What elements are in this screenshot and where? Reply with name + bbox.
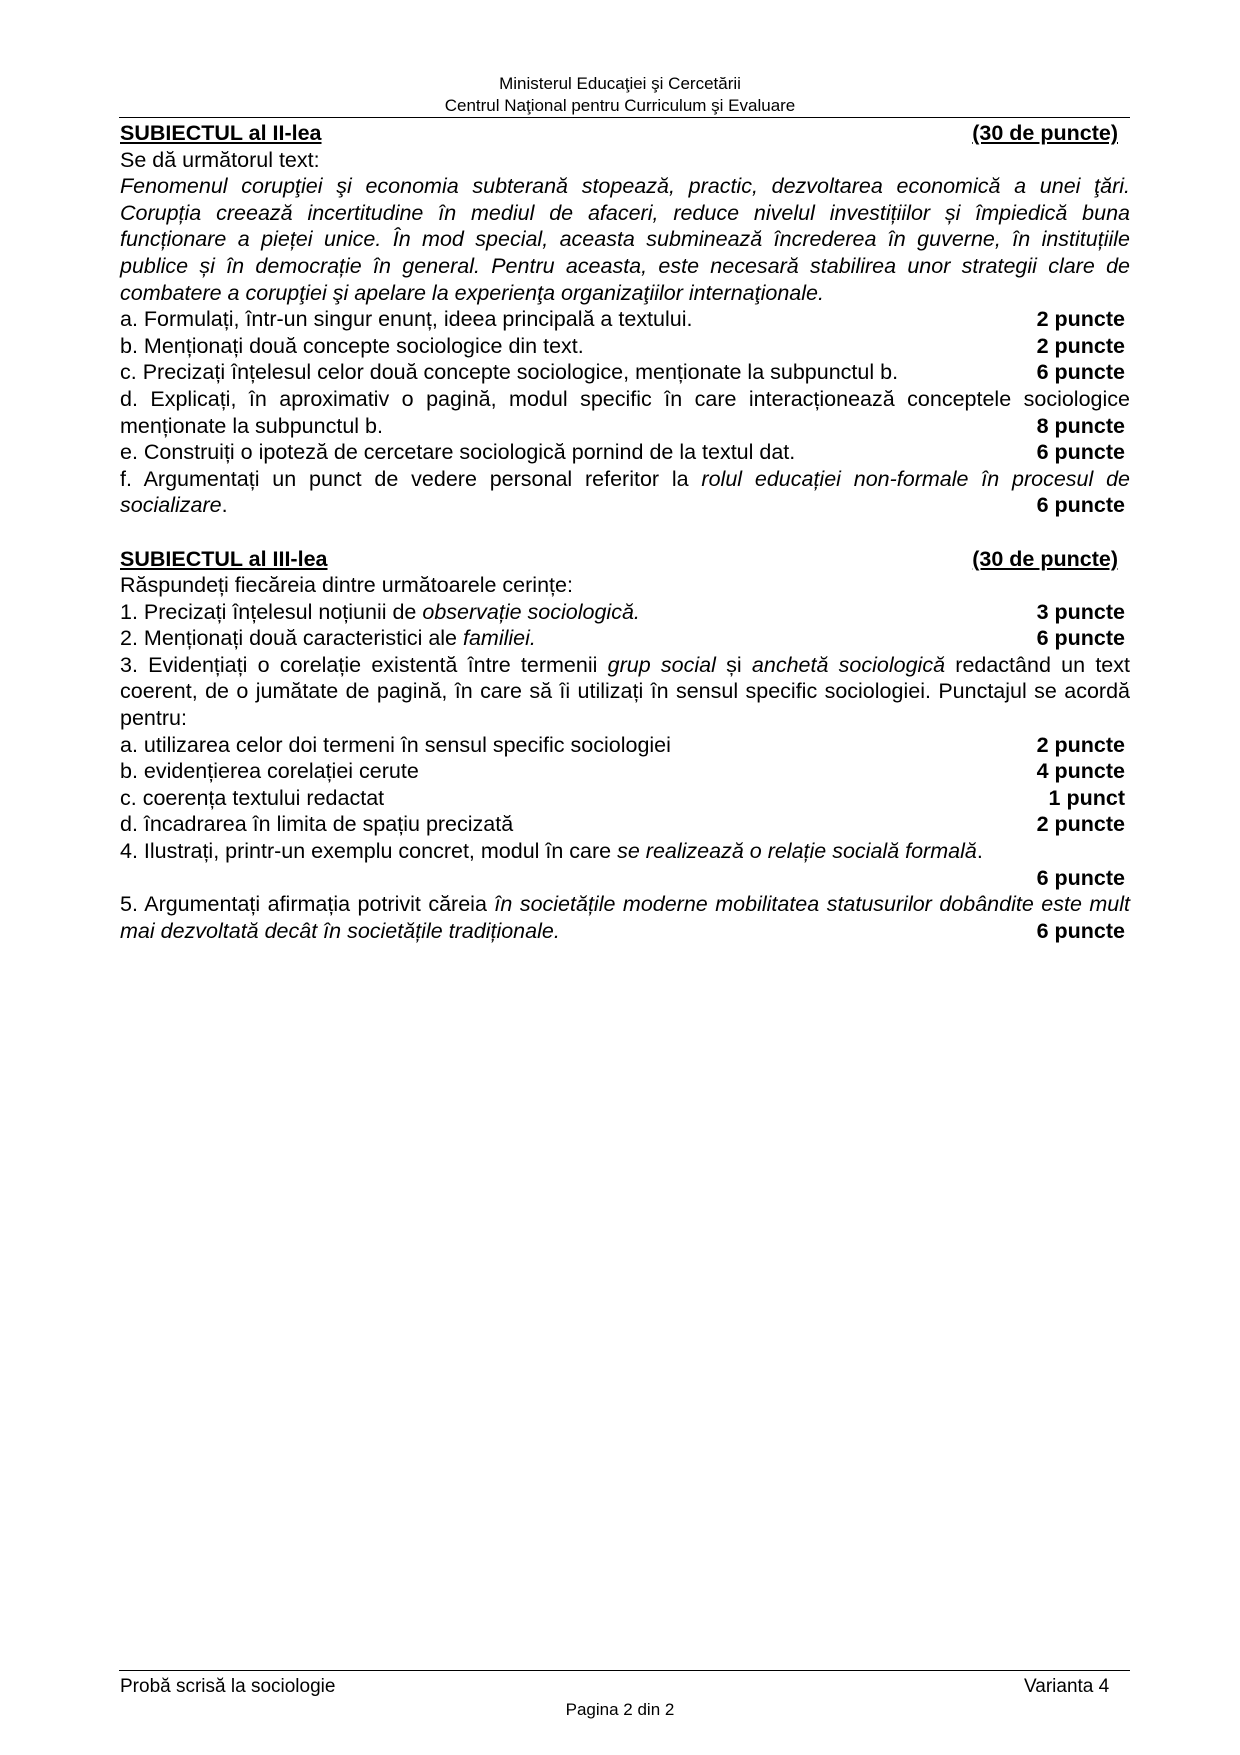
item-2e-points: 6 puncte bbox=[1036, 440, 1125, 465]
item-3-3c-text: c. coerența textului redactat bbox=[120, 785, 385, 810]
item-2a-points: 2 puncte bbox=[1036, 307, 1125, 332]
item-3-3d-points: 2 puncte bbox=[1036, 812, 1125, 837]
footer-divider bbox=[119, 1670, 1130, 1671]
item-3-2-pre: 2. Menționați două caracteristici ale bbox=[120, 626, 463, 651]
subject-3-title: SUBIECTUL al III-lea bbox=[120, 546, 328, 571]
item-3-1-pre: 1. Precizați înțelesul noțiunii de bbox=[120, 599, 423, 624]
subject-2-heading bbox=[120, 120, 1130, 147]
item-3-3a-text: a. utilizarea celor doi termeni în sensul specific sociologiei bbox=[120, 732, 671, 757]
item-2c bbox=[120, 359, 1130, 386]
item-2d bbox=[120, 413, 1130, 440]
item-3-5-pre: 5. Argumentați afirmația potrivit căreia bbox=[120, 892, 495, 917]
item-3-4-pre: 4. Ilustrați, printr-un exemplu concret, modul în care bbox=[120, 839, 618, 864]
item-3-3-post: redactând un text coerent, de o jumătate de pagină, în care să îi utilizați în sensul specific sociologiei. Punctajul se acordă pentru: bbox=[120, 652, 1130, 731]
footer-page-number: Pagina 2 din 2 bbox=[565, 1700, 675, 1719]
item-3-3b bbox=[120, 758, 1130, 785]
footer-variant: Varianta 4 bbox=[1024, 1676, 1110, 1697]
item-2b-points: 2 puncte bbox=[1036, 333, 1125, 358]
header-center: Centrul Naţional pentru Curriculum şi Evaluare bbox=[444, 96, 796, 115]
item-3-3b-text: b. evidențierea corelației cerute bbox=[120, 759, 419, 784]
item-3-3c-points: 1 punct bbox=[1048, 785, 1125, 810]
item-2f-italic: rolul educației non-formale în procesul de socializare bbox=[120, 466, 1130, 518]
subject-2-text: Fenomenul corupţiei şi economia subterană stopează, practic, dezvoltarea economică a unei ţări. Corupția creează incertitudine în mediul de afaceri, reduce nivelul investițiilor și împiedică buna funcționare a pieței unice. În mod special, aceasta subminează încrederea în guverne, în instituțiile publice și în democrație în general. Pentru aceasta, este necesară stabilirea unor strategii clare de combatere a corupţiei şi apelare la experienţa organizaţiilor internaţionale. bbox=[120, 174, 1130, 305]
item-3-3a bbox=[120, 732, 1130, 759]
subject-2-title: SUBIECTUL al II-lea bbox=[120, 121, 322, 145]
item-3-3d-text: d. încadrarea în limita de spațiu precizată bbox=[120, 812, 514, 837]
item-3-3-pre: 3. Evidențiați o corelație existentă între termenii bbox=[120, 652, 608, 677]
item-3-2 bbox=[120, 625, 1130, 652]
item-3-5-points: 6 puncte bbox=[1036, 918, 1125, 943]
item-3-1-text bbox=[120, 599, 640, 626]
item-3-3-term2: anchetă sociologică bbox=[751, 652, 946, 677]
item-2e-text: e. Construiți o ipoteză de cercetare sociologică pornind de la textul dat. bbox=[120, 440, 796, 465]
item-2f-points: 6 puncte bbox=[1036, 493, 1125, 518]
item-3-1-points: 3 puncte bbox=[1036, 599, 1125, 624]
item-2f-post: . bbox=[221, 493, 228, 518]
item-2d-line2: menționate la subpunctul b. bbox=[120, 413, 383, 438]
item-3-3-mid: și bbox=[715, 652, 752, 677]
item-3-3-term1: grup social bbox=[607, 652, 716, 677]
item-3-3b-points: 4 puncte bbox=[1036, 759, 1125, 784]
subject-3-points: (30 de puncte) bbox=[972, 546, 1118, 571]
item-3-5-italic: în societățile moderne mobilitatea statusurilor dobândite este mult mai dezvoltată decât în societățile tradiționale. bbox=[120, 892, 1130, 943]
subject-2-points: (30 de puncte) bbox=[972, 121, 1118, 145]
item-3-2-text bbox=[120, 625, 536, 652]
item-3-4-text bbox=[120, 838, 1130, 865]
header-divider bbox=[119, 117, 1130, 118]
item-3-4-italic: se realizează o relație socială formală bbox=[617, 839, 977, 864]
subject-3-intro: Răspundeți fiecăreia dintre următoarele cerințe: bbox=[120, 573, 573, 598]
item-3-4-points: 6 puncte bbox=[1036, 865, 1125, 890]
item-2e bbox=[120, 439, 1130, 466]
item-3-1-italic: observație sociologică. bbox=[422, 599, 640, 624]
item-2c-text: c. Precizați înțelesul celor două concepte sociologice, menționate la subpunctul b. bbox=[120, 360, 899, 385]
item-3-3a-points: 2 puncte bbox=[1036, 732, 1125, 757]
item-2b bbox=[120, 333, 1130, 360]
item-2d-points: 8 puncte bbox=[1036, 413, 1125, 438]
footer-exam-title: Probă scrisă la sociologie bbox=[120, 1676, 336, 1697]
item-2a bbox=[120, 306, 1130, 333]
item-2f-pre: f. Argumentați un punct de vedere personal referitor la bbox=[120, 466, 702, 491]
item-3-3c bbox=[120, 785, 1130, 812]
item-3-2-points: 6 puncte bbox=[1036, 626, 1125, 651]
item-3-3d bbox=[120, 811, 1130, 838]
header-ministry: Ministerul Educaţiei şi Cercetării bbox=[499, 74, 741, 93]
item-2b-text: b. Menționați două concepte sociologice din text. bbox=[120, 333, 584, 358]
document-body bbox=[120, 120, 1130, 944]
item-2d-line1: d. Explicați, în aproximativ o pagină, modul specific în care interacționează conceptele sociologice bbox=[120, 386, 1130, 411]
item-3-1 bbox=[120, 599, 1130, 626]
subject-2-intro: Se dă următorul text: bbox=[120, 147, 320, 172]
item-2a-text: a. Formulați, într-un singur enunț, ideea principală a textului. bbox=[120, 307, 693, 332]
subject-3-heading bbox=[120, 546, 1130, 573]
item-2c-points: 6 puncte bbox=[1036, 360, 1125, 385]
item-3-2-italic: familiei. bbox=[462, 626, 536, 651]
item-3-4-post: . bbox=[976, 839, 983, 864]
item-3-3-text bbox=[120, 652, 1130, 732]
